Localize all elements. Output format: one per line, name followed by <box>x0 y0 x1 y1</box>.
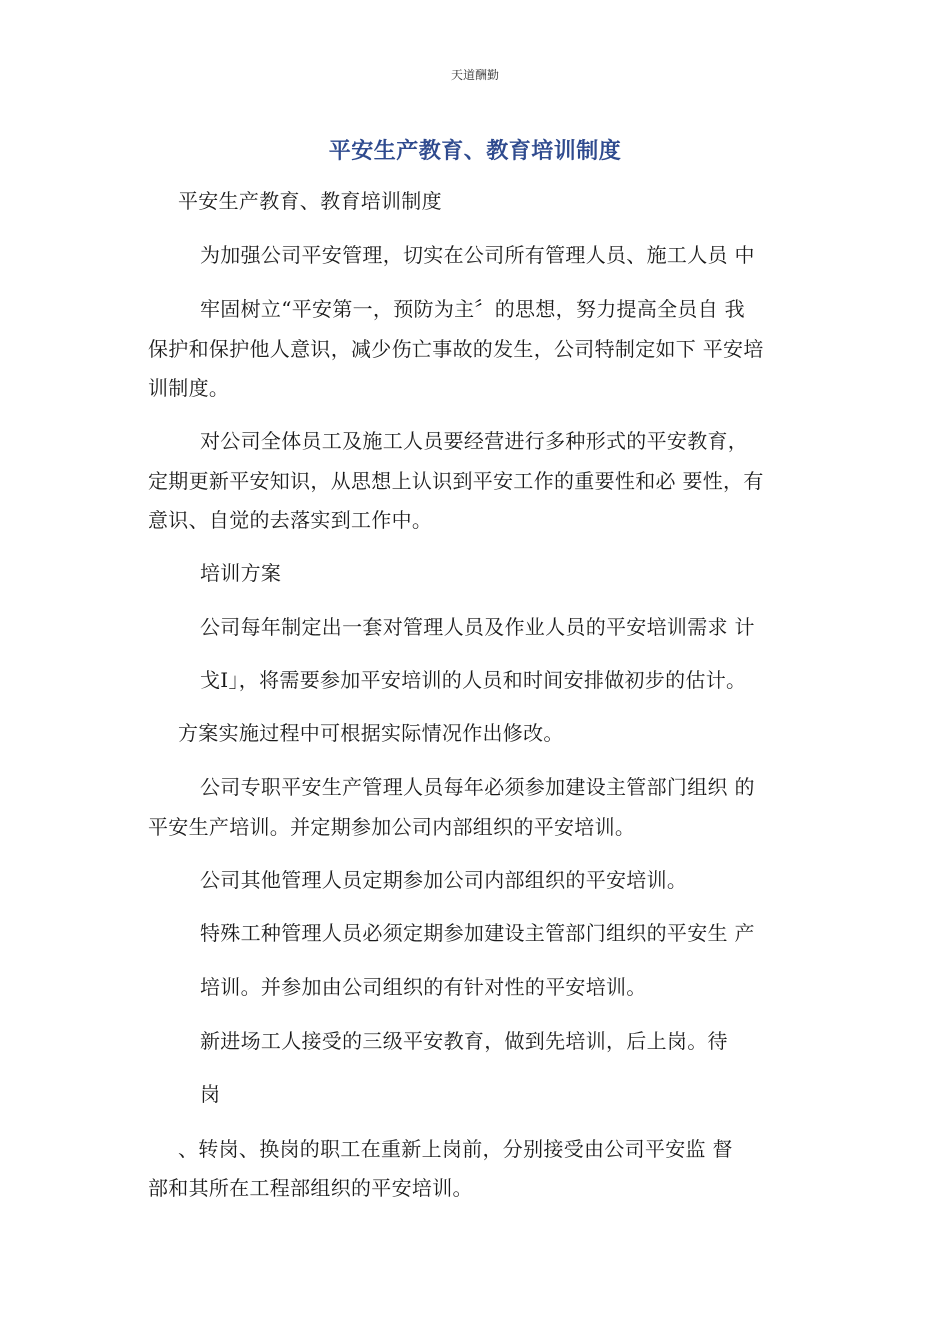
text-line: 公司其他管理人员定期参加公司内部组织的平安培训。 <box>200 868 688 892</box>
text-line: 戈I」，将需要参加平安培训的人员和时间安排做初步的估计。 <box>200 668 747 692</box>
text-line: 新进场工人接受的三级平安教育，做到先培训，后上岗。待 <box>200 1029 728 1053</box>
document-title: 平安生产教育、教育培训制度 <box>328 139 622 164</box>
text-line: 训制度。 <box>148 376 230 400</box>
text-line: 培训方案 <box>200 561 282 585</box>
text-line: 平安生产培训。并定期参加公司内部组织的平安培训。 <box>148 815 636 839</box>
text-line: 牢固树立“平安第一，预防为主〞的思想，努力提高全员自 我 <box>200 297 745 321</box>
text-line: 培训。并参加由公司组织的有针对性的平安培训。 <box>200 975 647 999</box>
text-line: 平安生产教育、教育培训制度 <box>178 189 442 213</box>
text-line: 、转岗、换岗的职工在重新上岗前，分别接受由公司平安监 督 <box>178 1137 733 1161</box>
text-line: 保护和保护他人意识，减少伤亡事故的发生，公司特制定如下 平安培 <box>148 337 764 361</box>
text-line: 部和其所在工程部组织的平安培训。 <box>148 1176 473 1200</box>
header-mark: 天道酬勤 <box>450 68 499 82</box>
text-line: 方案实施过程中可根据实际情况作出修改。 <box>178 721 564 745</box>
text-line: 意识、自觉的去落实到工作中。 <box>148 508 433 532</box>
text-line: 公司每年制定出一套对管理人员及作业人员的平安培训需求 计 <box>200 615 755 639</box>
text-line: 岗 <box>200 1082 221 1106</box>
text-line: 为加强公司平安管理，切实在公司所有管理人员、施工人员 中 <box>200 243 755 267</box>
text-line: 特殊工种管理人员必须定期参加建设主管部门组织的平安生 产 <box>200 921 755 945</box>
text-line: 公司专职平安生产管理人员每年必须参加建设主管部门组织 的 <box>200 775 755 799</box>
text-line: 定期更新平安知识，从思想上认识到平安工作的重要性和必 要性，有 <box>148 469 764 493</box>
text-line: 对公司全体员工及施工人员要经营进行多种形式的平安教育， <box>200 429 749 453</box>
